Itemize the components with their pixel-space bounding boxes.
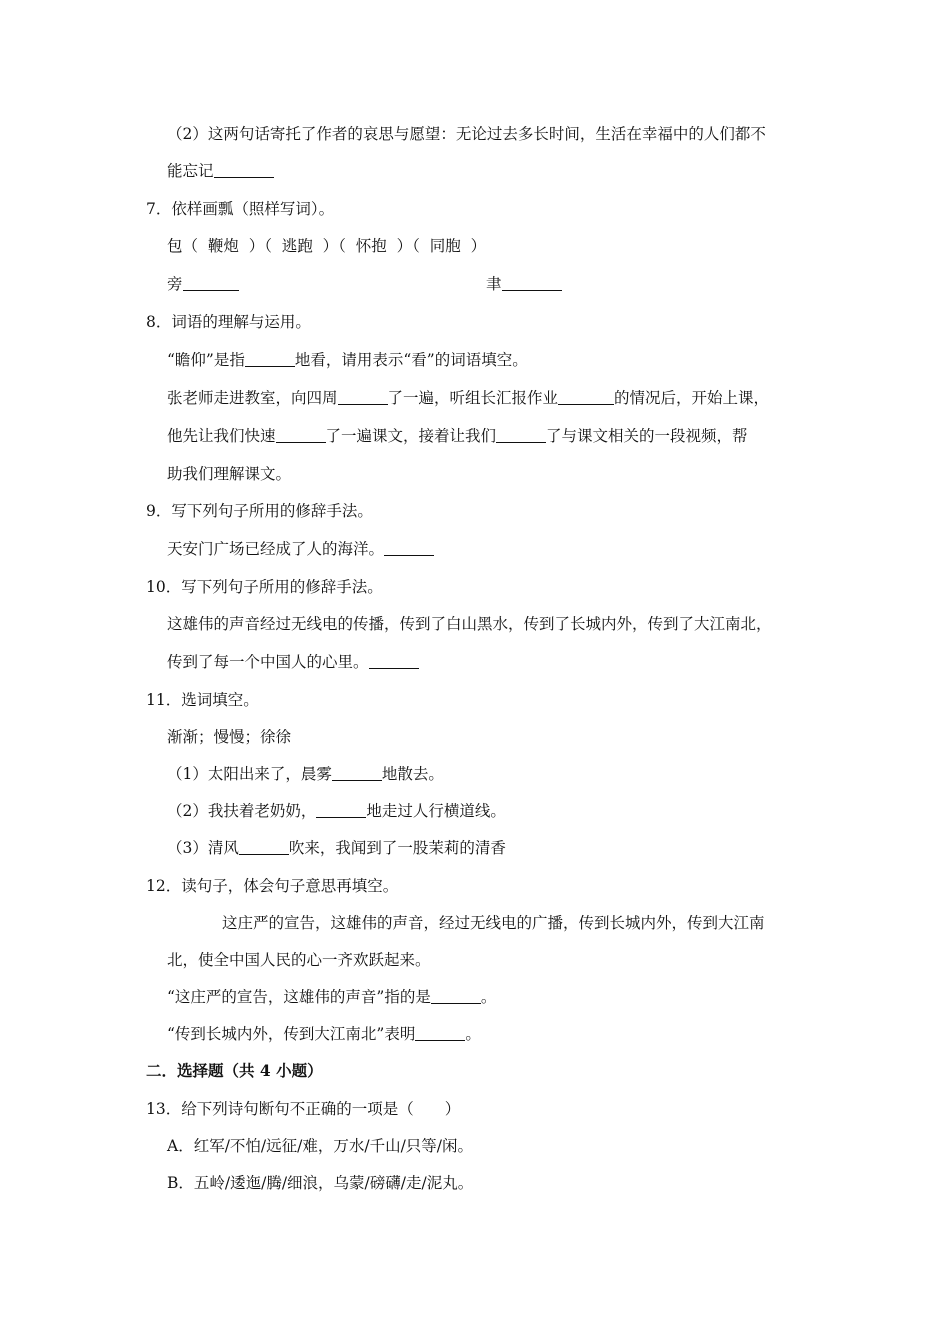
q7-example: 包（ 鞭炮 ）（ 逃跑 ）（ 怀抱 ）（ 同胞 ） [167,237,487,255]
q12-a2a: “传到长城内外，传到大江南北”表明 [167,1025,416,1043]
q8-line1 [167,349,528,371]
answer-blank[interactable] [276,441,326,443]
q10-title: 10．写下列句子所用的修辞手法。 [146,578,383,596]
q13-option-a[interactable]: A．红军/不怕/远征/难，万水/千山/只等/闲。 [167,1137,474,1155]
q8-line3 [167,425,748,447]
q12-passage-line2: 北，使全中国人民的心一齐欢跃起来。 [167,951,431,969]
q6-2-line2 [167,160,274,182]
q9-sentence [167,538,434,560]
q11-s1b: 地散去。 [381,765,444,783]
q8-line2 [167,387,769,409]
q11-s2b: 地走过人行横道线。 [366,802,506,820]
answer-blank[interactable] [214,176,274,178]
q8-l1b: 地看，请用表示“看”的词语填空。 [294,351,528,369]
q12-answer2 [167,1023,481,1045]
q7-item-pang [167,273,239,295]
q10-line2 [167,651,419,673]
q7-item-yu [486,273,562,295]
q8-l2a: 张老师走进教室，向四周 [167,389,338,407]
q8-l3b: 了一遍课文，接着让我们 [325,427,497,445]
answer-blank[interactable] [239,853,289,855]
answer-blank[interactable] [384,554,434,556]
q12-passage-line1: 这庄严的宣告，这雄伟的声音，经过无线电的广播，传到长城内外，传到大江南 [222,914,765,932]
answer-blank[interactable] [338,403,388,405]
q9-sentence-text: 天安门广场已经成了人的海洋。 [167,540,385,558]
q8-l2b: 了一遍，听组长汇报作业 [387,389,559,407]
answer-blank[interactable] [415,1039,465,1041]
q11-s2a: （2）我扶着老奶奶， [167,802,317,820]
answer-blank[interactable] [369,667,419,669]
section-heading: 二．选择题（共 4 小题） [146,1061,323,1080]
answer-blank[interactable] [502,289,562,291]
q12-title: 12．读句子，体会句子意思再填空。 [146,877,399,895]
q7-yu-char: 聿 [486,275,502,293]
q6-2-line2-text: 能忘记 [167,162,214,180]
q7-pang-char: 旁 [167,275,183,293]
q11-s1a: （1）太阳出来了，晨雾 [167,765,332,783]
answer-blank[interactable] [431,1002,481,1004]
q11-s3a: （3）清风 [167,839,239,857]
q12-a2b: 。 [465,1025,481,1043]
q11-s1 [167,763,444,785]
q13-title: 13．给下列诗句断句不正确的一项是（ ） [146,1100,461,1118]
q10-l2-text: 传到了每一个中国人的心里。 [167,653,369,671]
q10-line1: 这雄伟的声音经过无线电的传播，传到了白山黑水，传到了长城内外，传到了大江南北， [167,615,772,633]
q7-title: 7．依样画瓢（照样写词）。 [146,200,335,218]
q8-l2c: 的情况后，开始上课， [614,389,770,407]
q9-title: 9．写下列句子所用的修辞手法。 [146,502,373,520]
answer-blank[interactable] [316,816,366,818]
answer-blank[interactable] [245,365,295,367]
q13-option-b[interactable]: B．五岭/逶迤/腾/细浪，乌蒙/磅礴/走/泥丸。 [167,1174,474,1192]
q12-a1b: 。 [480,988,497,1006]
answer-blank[interactable] [496,441,546,443]
q11-title: 11．选词填空。 [146,691,259,709]
q11-s3b: 吹来，我闻到了一股茉莉的清香 [288,839,506,857]
q8-l3c: 了与课文相关的一段视频，帮 [546,427,748,445]
q8-title: 8．词语的理解与运用。 [146,313,311,331]
q8-l3a: 他先让我们快速 [167,427,276,445]
answer-blank[interactable] [332,779,382,781]
answer-blank[interactable] [558,403,614,405]
q8-l1a: “瞻仰”是指 [167,351,245,369]
q8-line4: 助我们理解课文。 [167,465,292,483]
q12-a1a: “这庄严的宣告，这雄伟的声音”指的是 [167,988,431,1006]
q11-options: 渐渐；慢慢；徐徐 [167,728,292,746]
q12-answer1 [167,986,496,1008]
q6-2-line1: （2）这两句话寄托了作者的哀思与愿望：无论过去多长时间，生活在幸福中的人们都不 [167,125,766,143]
q11-s3 [167,837,506,859]
q11-s2 [167,800,506,822]
answer-blank[interactable] [183,289,239,291]
